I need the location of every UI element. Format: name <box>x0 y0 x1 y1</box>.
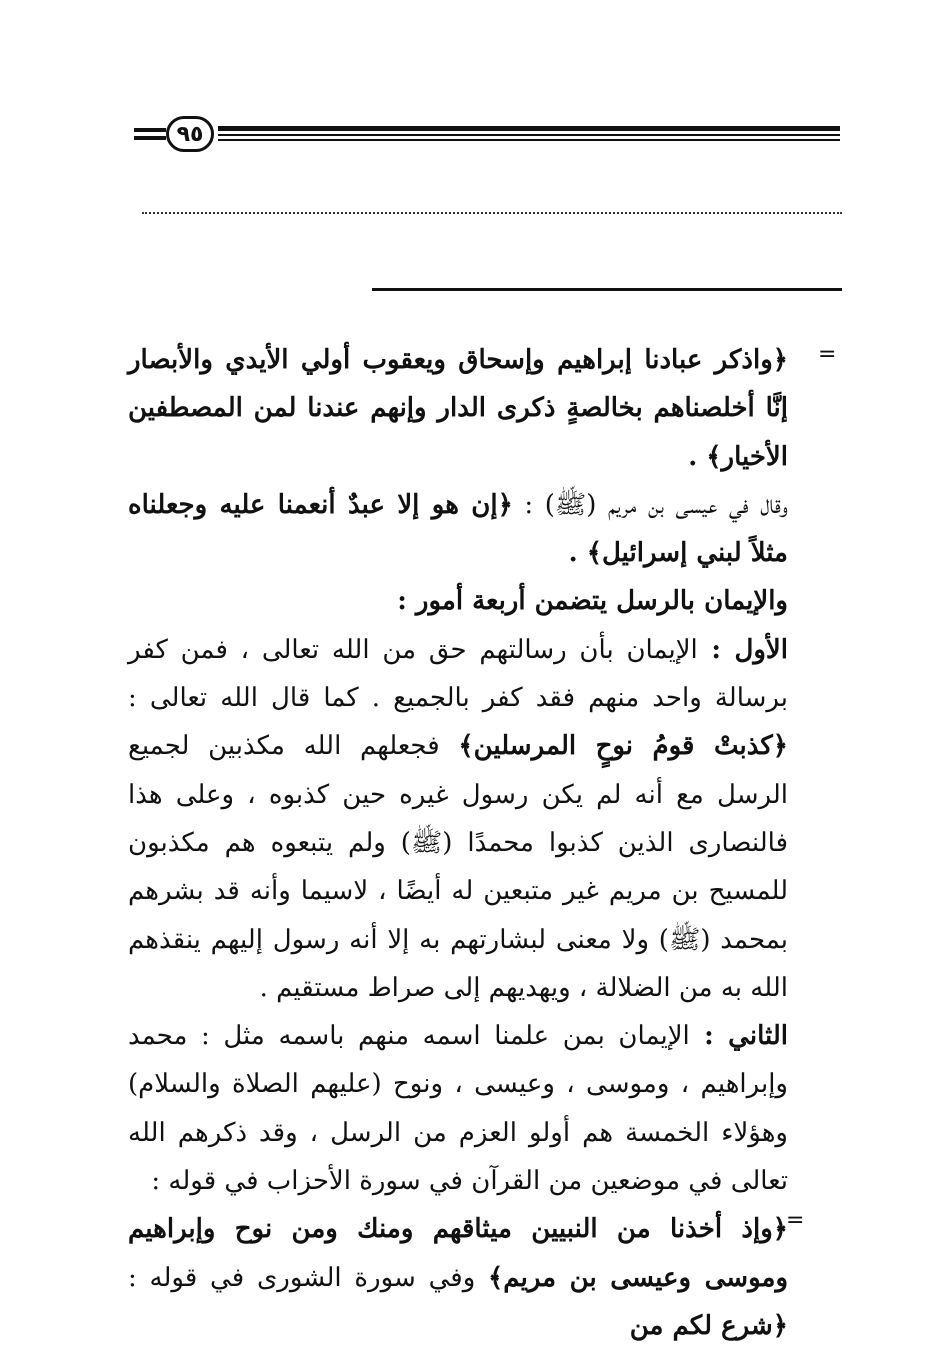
continuation-mark-bottom: = <box>786 1208 805 1233</box>
ahzab-verse: ﴿وإذ أخذنا من النبيين ميثاقهم ومنك ومن نوح وإبراهيم وموسى وعيسى بن مريم﴾ <box>128 1214 788 1293</box>
paragraph-isa-verse: ﴿إن هو إلا عبدٌ أنعمنا عليه وجعلناه مثلاً لبني إسرائيل﴾ . <box>128 489 788 569</box>
continuation-mark-top: = <box>818 342 837 367</box>
second-text: الإيمان بمن علمنا اسمه منهم باسمه مثل : محمد وإبراهيم ، وموسى ، وعيسى ، ونوح (عليهم الصلاة والسلام) وهؤلاء الخمسة هم أولو العزم من الرسل ، وقد ذكرهم الله تعالى في موضعين من القرآن في سورة الأحزاب في قوله : <box>128 1021 788 1197</box>
first-text-part2: فجعلهم الله مكذبين لجميع الرسل مع أنه لم يكن رسول غيره حين كذبوه ، وعلى هذا فالنصارى الذين كذبوا محمدًا (ﷺ) ولم يتبعوه هم مكذبون للمسيح بن مريم غير متبعين له أيضًا ، لاسيما وأنه قد بشرهم بمحمد (ﷺ) ولا معنى لبشارتهم به إلا أنه رسول إليهم ينقذهم الله به من الضلالة ، ويهديهم إلى صراط مستقيم . <box>128 731 788 1003</box>
paragraph-isa-intro: وقال في عيسى بن مريم (ﷺ) : <box>512 489 788 520</box>
paragraph-quran-verse-1: ﴿واذكر عبادنا إبراهيم وإسحاق ويعقوب أولي الأيدي والأبصار إنَّا أخلصناهم بخالصةٍ ذكرى الدار وإنهم عندنا لمن المصطفين الأخيار﴾ . <box>128 345 788 472</box>
shura-intro: وفي سورة الشورى في قوله : <box>128 1262 489 1293</box>
shura-verse-start: ﴿شرع لكم من <box>629 1310 788 1341</box>
first-verse: ﴿كذبتْ قومُ نوحٍ المرسلين﴾ <box>458 731 788 762</box>
paragraph-first <box>128 626 788 1012</box>
paragraph-second <box>128 1012 788 1205</box>
section-rule <box>372 288 842 291</box>
first-text-part1: الإيمان بأن رسالتهم حق من الله تعالى ، فمن كفر برسالة واحد منهم فقد كفر بالجميع . كما قال الله تعالى : <box>128 634 788 714</box>
page-number: ٩٥ <box>166 116 214 152</box>
paragraph-isa <box>128 481 788 578</box>
header-rule <box>218 126 840 144</box>
body-text <box>128 336 788 1350</box>
first-label: الأول : <box>697 634 788 665</box>
paragraph-four-matters: والإيمان بالرسل يتضمن أربعة أمور : <box>397 586 788 617</box>
dotted-separator <box>142 212 842 214</box>
second-label: الثاني : <box>689 1021 788 1052</box>
header-rule-left <box>134 128 166 144</box>
paragraph-ahzab-verse <box>128 1205 788 1350</box>
